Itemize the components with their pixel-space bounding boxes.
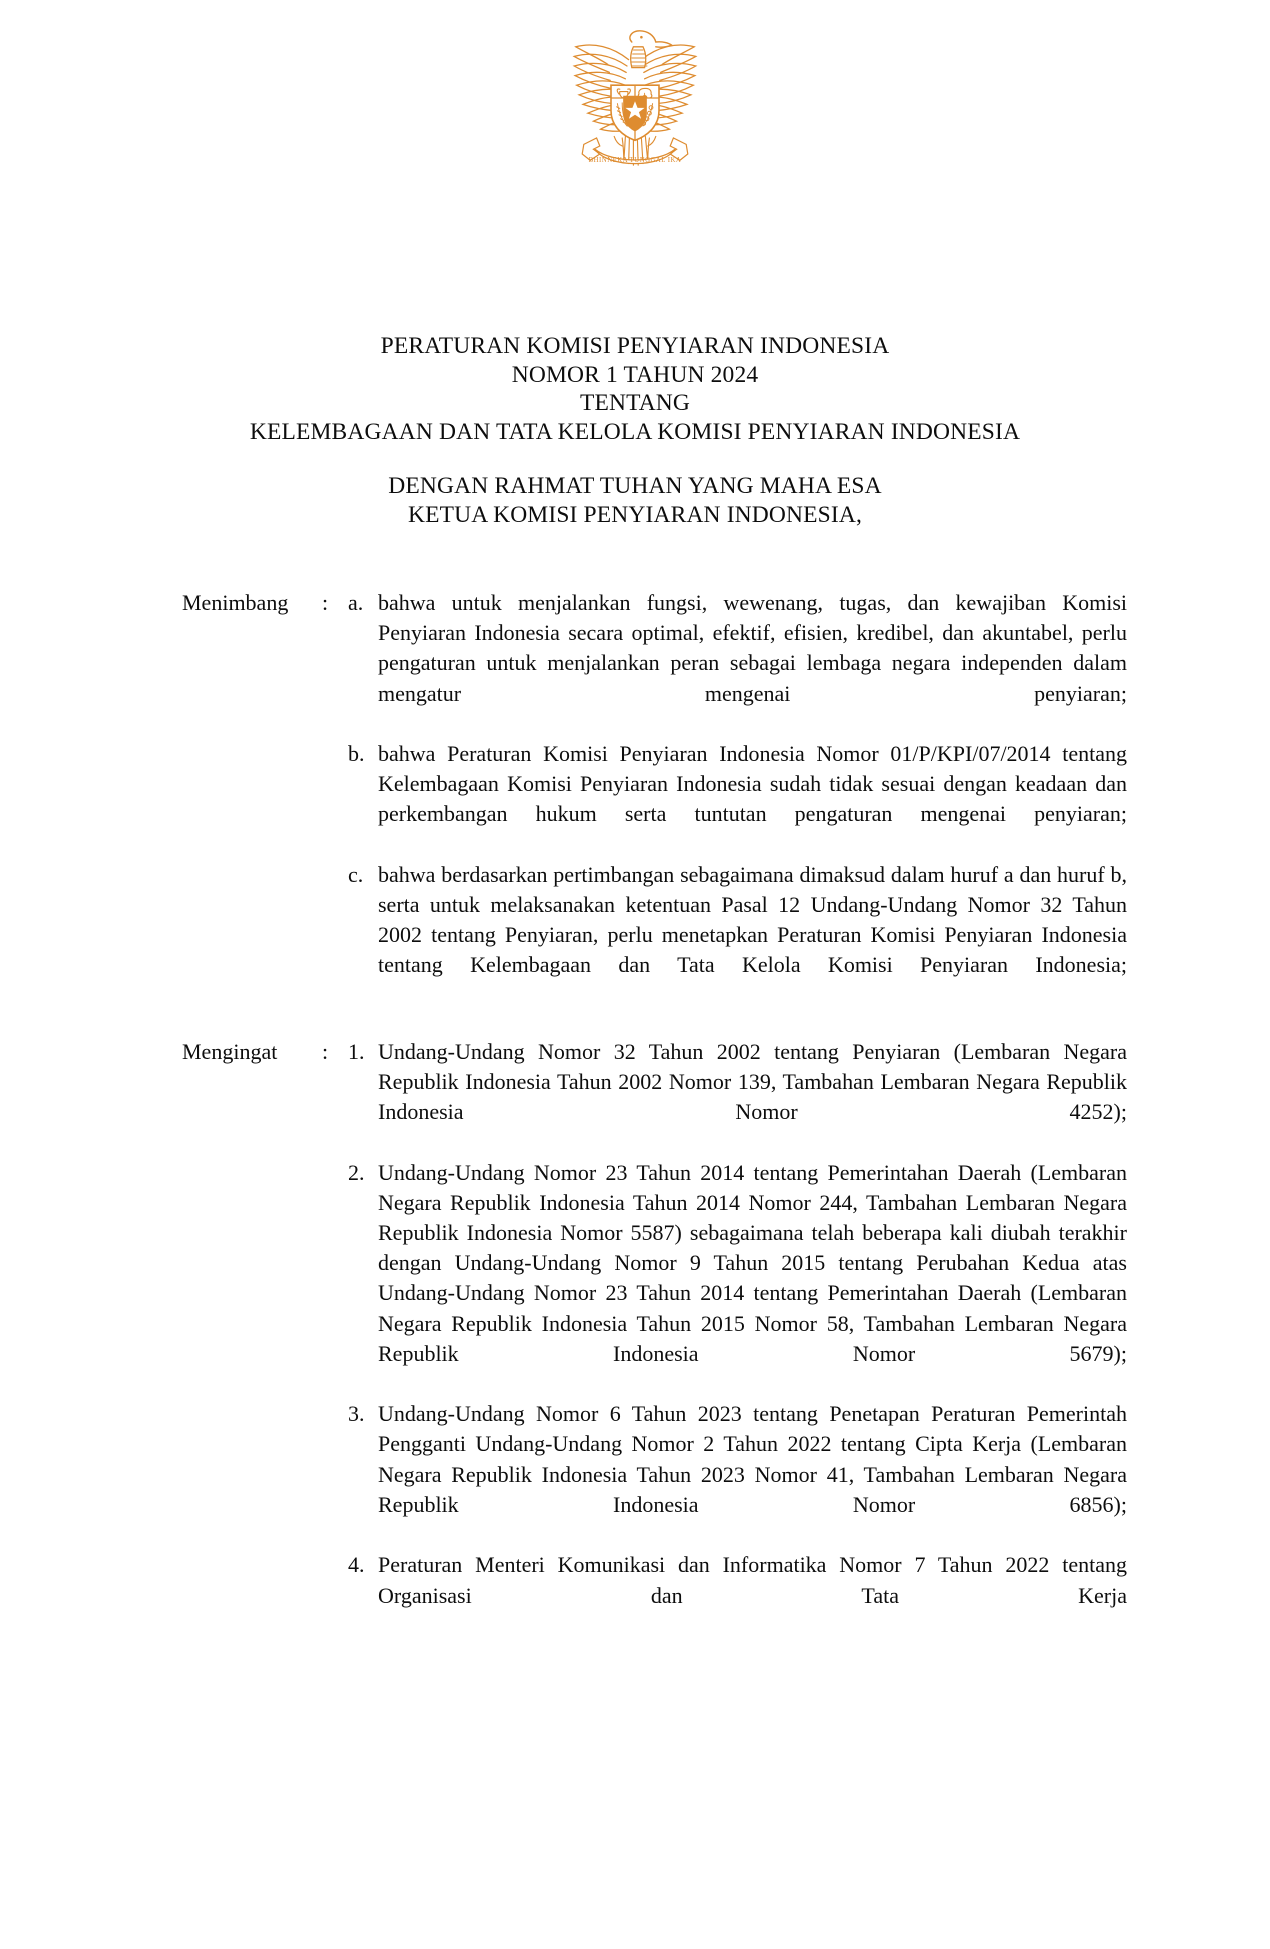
list-item (348, 860, 1127, 1011)
item-marker: c. (348, 861, 364, 887)
section-label-mengingat: Mengingat (182, 1038, 278, 1064)
item-text: Undang-Undang Nomor 32 Tahun 2002 tentang Penyiaran (Lembaran Negara Republik Indonesia Tahun 2002 Nomor 139, Tambahan Lembaran Negara Republik Indonesia Nomor 4252); (378, 1038, 1127, 1125)
list-item (348, 739, 1127, 860)
section-colon-mengingat: : (322, 1038, 329, 1064)
subtitle-line-issuer: KETUA KOMISI PENYIARAN INDONESIA, (407, 501, 863, 528)
title-line-subject: KELEMBAGAAN DAN TATA KELOLA KOMISI PENYIARAN INDONESIA (249, 418, 1021, 445)
emblem-motto-text: BHINNEKA TUNGGAL IKA (588, 157, 682, 164)
item-text: Undang-Undang Nomor 23 Tahun 2014 tentang Pemerintahan Daerah (Lembaran Negara Republik Indonesia Tahun 2014 Nomor 244, Tambahan Lembaran Negara Republik Indonesia Nomor 5587) sebagaimana telah beberapa kali diubah terakhir dengan Undang-Undang Nomor 9 Tahun 2015 tentang Perubahan Kedua atas Undang-Undang Nomor 23 Tahun 2014 tentang Pemerintahan Daerah (Lembaran Negara Republik Indonesia Tahun 2015 Nomor 58, Tambahan Lembaran Negara Republik Indonesia Nomor 5679); (378, 1159, 1127, 1366)
garuda-pancasila-emblem (555, 18, 715, 178)
title-line-number: NOMOR 1 TAHUN 2024 (511, 361, 759, 388)
section-items-mengingat (348, 1037, 1127, 1641)
clauses-container (182, 588, 1127, 1667)
subtitle-line-blessing: DENGAN RAHMAT TUHAN YANG MAHA ESA (388, 473, 882, 499)
item-text: bahwa berdasarkan pertimbangan sebagaimana dimaksud dalam huruf a dan huruf b, serta untuk melaksanakan ketentuan Pasal 12 Undang-Undang Nomor 32 Tahun 2002 tentang Penyiaran, perlu menetapkan Peraturan Komisi Penyiaran Indonesia tentang Kelembagaan dan Tata Kelola Komisi Penyiaran Indonesia; (378, 861, 1127, 978)
item-text: Undang-Undang Nomor 6 Tahun 2023 tentang Penetapan Peraturan Pemerintah Pengganti Undang-Undang Nomor 2 Tahun 2022 tentang Cipta Kerja (Lembaran Negara Republik Indonesia Tahun 2023 Nomor 41, Tambahan Lembaran Negara Republik Indonesia Nomor 6856); (378, 1401, 1127, 1517)
list-item (348, 1399, 1127, 1550)
title-line-1: PERATURAN KOMISI PENYIARAN INDONESIA (380, 333, 890, 359)
item-marker: 4. (348, 1552, 365, 1578)
item-marker: a. (348, 590, 364, 615)
list-item (348, 588, 1127, 739)
section-menimbang (182, 588, 1127, 1011)
item-marker: 2. (348, 1159, 365, 1185)
item-text: Peraturan Menteri Komunikasi dan Informatika Nomor 7 Tahun 2022 tentang Organisasi dan Tata Kerja (378, 1552, 1127, 1608)
section-label-menimbang: Menimbang (182, 590, 289, 615)
item-marker: 3. (348, 1401, 365, 1427)
item-text: bahwa Peraturan Komisi Penyiaran Indonesia Nomor 01/P/KPI/07/2014 tentang Kelembagaan Komisi Penyiaran Indonesia sudah tidak sesuai dengan keadaan dan perkembangan hukum serta tuntutan pengaturan mengenai penyiaran; (378, 741, 1127, 827)
document-title (0, 332, 1270, 446)
section-items-menimbang (348, 588, 1127, 1011)
section-mengingat (182, 1037, 1127, 1641)
list-item (348, 1037, 1127, 1158)
item-marker: b. (348, 741, 365, 767)
list-item (348, 1550, 1127, 1641)
list-item (348, 1158, 1127, 1400)
item-marker: 1. (348, 1038, 365, 1064)
emblem-container (0, 18, 1270, 183)
title-line-tentang: TENTANG (579, 390, 691, 416)
document-subtitle (0, 472, 1270, 529)
item-text: bahwa untuk menjalankan fungsi, wewenang, tugas, dan kewajiban Komisi Penyiaran Indonesia secara optimal, efektif, efisien, kredibel, dan akuntabel, perlu pengaturan untuk menjalankan peran sebagai lembaga negara independen dalam mengatur mengenai penyiaran; (378, 590, 1127, 706)
section-colon-menimbang: : (322, 590, 329, 615)
